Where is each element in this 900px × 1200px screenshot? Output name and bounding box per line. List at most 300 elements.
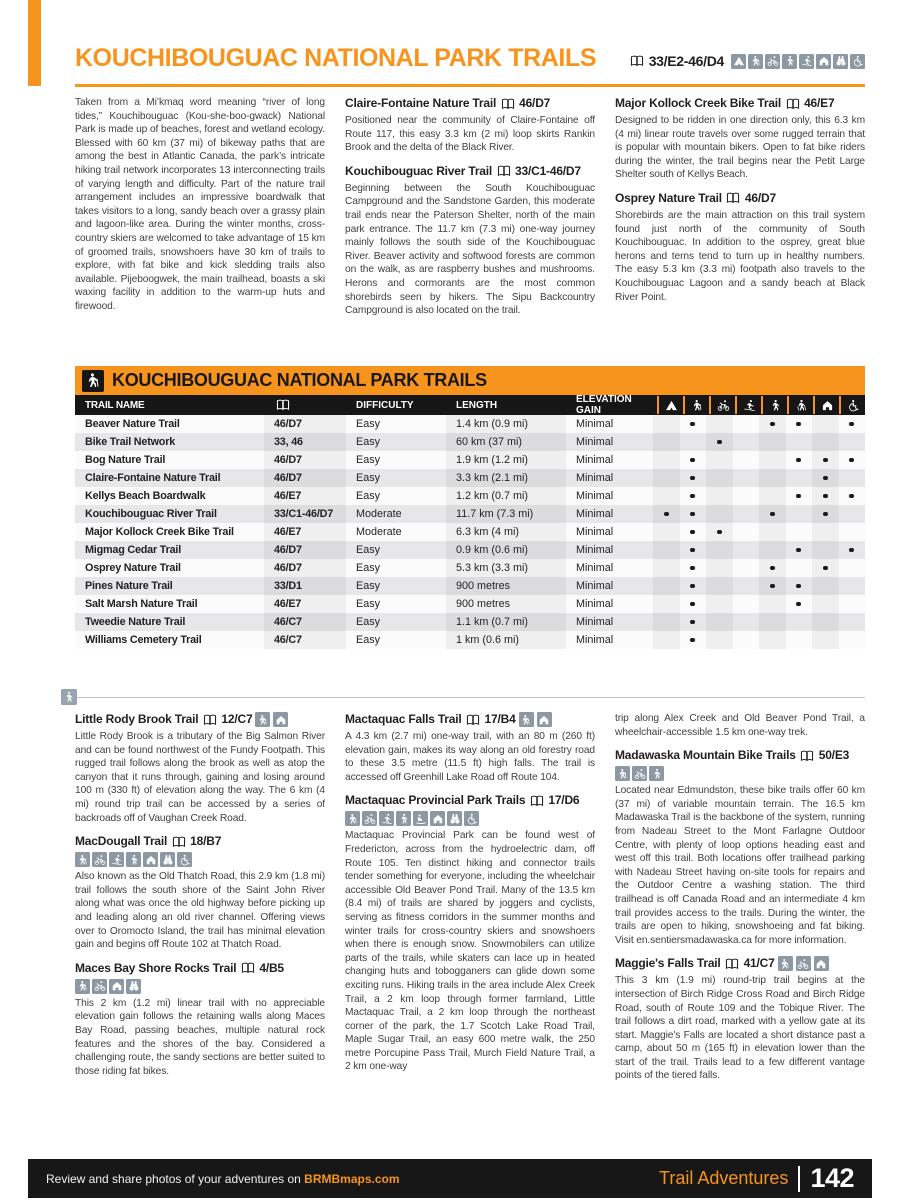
trail-heading — [615, 191, 865, 206]
activity-cell-wheelchair-accessible — [839, 415, 866, 433]
map-ref-cell: 46/C7 — [264, 631, 346, 649]
trail-name-cell: Major Kollock Creek Bike Trail — [85, 526, 234, 538]
activity-cell-hiking — [680, 559, 707, 577]
column-header-trail-name: TRAIL NAME — [85, 399, 145, 411]
trail-heading-text: Kouchibouguac River Trail — [345, 163, 493, 178]
walking-icon — [61, 689, 77, 705]
table-row — [75, 523, 865, 541]
activity-dot — [849, 422, 854, 427]
map-book-icon — [274, 398, 291, 413]
table-row — [75, 415, 865, 433]
activity-cell-walking — [759, 523, 786, 541]
activity-dot — [823, 512, 828, 517]
trail-heading — [75, 834, 325, 849]
map-ref-cell: 33, 46 — [264, 433, 346, 451]
trail-name-cell: Kellys Beach Boardwalk — [85, 490, 206, 502]
trail-heading — [345, 164, 595, 179]
hiking-icon — [615, 766, 630, 781]
activity-dot — [690, 602, 695, 607]
skiing-icon — [735, 396, 761, 414]
trail-heading — [75, 712, 325, 727]
activity-cells — [653, 487, 865, 505]
activity-cell-wheelchair-accessible — [839, 577, 866, 595]
activity-cell-skiing — [733, 469, 760, 487]
activity-cell-snowshoeing — [786, 595, 813, 613]
difficulty-cell: Easy — [356, 418, 381, 430]
activity-dot — [664, 512, 669, 517]
activity-cell-hiking — [680, 541, 707, 559]
activity-cell-walking — [759, 613, 786, 631]
biking-icon — [709, 396, 735, 414]
trail-name-cell: Beaver Nature Trail — [85, 418, 180, 430]
binoculars-icon — [126, 979, 141, 994]
trail-heading-text: Major Kollock Creek Bike Trail — [615, 96, 782, 110]
trail-entry — [75, 712, 325, 825]
trail-map-ref: 46/D7 — [519, 96, 551, 110]
length-cell: 5.3 km (3.3 mi) — [446, 559, 566, 577]
trail-map-ref: 33/C1-46/D7 — [515, 163, 581, 178]
activity-cell-hiking — [680, 631, 707, 649]
header-rule — [75, 84, 865, 87]
walking-icon — [396, 811, 411, 826]
activity-cell-snowshoeing — [786, 541, 813, 559]
chapter-color-tab — [28, 0, 41, 86]
hut-icon — [814, 956, 829, 971]
hut-icon — [430, 811, 445, 826]
wheelchair-accessible-icon — [464, 811, 479, 826]
wheelchair-accessible-icon — [177, 852, 192, 867]
activity-cell-skiing — [733, 523, 760, 541]
trail-description: Beginning between the South Kouchibouguac Campground and the Sandstone Garden, this moderate trail ends near the Paterson Shelter, north of the main park entrance. The 11.7 km (7.3 mi) one-way journey mainly follows the south side of the Kouchibouguac River. Beaver activity and softwood forests are common on the walk, as are raspberry bushes and mushrooms. Herons and cormorants are the most common shorebirds seen by hikers. The Sipu Backcountry Campground is also located on the trail. — [345, 182, 595, 317]
map-book-icon — [724, 956, 741, 971]
table-row — [75, 577, 865, 595]
activity-cell-biking — [706, 613, 733, 631]
activity-cell-walking — [759, 487, 786, 505]
column-header-elevation: ELEVATION GAIN — [576, 394, 632, 416]
activity-dot — [717, 440, 722, 445]
trail-activity-icons — [345, 811, 595, 826]
activity-cells — [653, 595, 865, 613]
elevation-cell: Minimal — [576, 580, 614, 592]
elevation-cell: Minimal — [576, 598, 614, 610]
activity-dot — [796, 422, 801, 427]
activity-cell-walking — [759, 505, 786, 523]
activity-column-icons — [657, 395, 865, 415]
brmbmaps-link[interactable]: BRMBmaps.com — [304, 1171, 400, 1186]
activity-cell-snowshoeing — [786, 505, 813, 523]
activity-cell-wheelchair-accessible — [839, 631, 866, 649]
biking-icon — [362, 811, 377, 826]
activity-dot — [717, 530, 722, 535]
activity-cell-walking — [759, 559, 786, 577]
trail-entry — [345, 712, 595, 784]
activity-cell-hiking — [680, 415, 707, 433]
activity-cell-wheelchair-accessible — [839, 451, 866, 469]
trail-name-cell: Salt Marsh Nature Trail — [85, 598, 198, 610]
hut-icon — [816, 54, 831, 69]
trail-heading-text: Mactaquac Provincial Park Trails — [345, 793, 526, 808]
skiing-icon — [799, 54, 814, 69]
page-footer — [28, 1159, 872, 1198]
activity-cell-walking — [759, 541, 786, 559]
trail-heading — [615, 956, 865, 971]
difficulty-cell: Easy — [356, 580, 381, 592]
activity-cell-camping — [653, 415, 680, 433]
trail-name-cell: Pines Nature Trail — [85, 580, 173, 592]
activity-dot — [770, 512, 775, 517]
trail-heading-text: Little Rody Brook Trail — [75, 712, 199, 726]
activity-cell-biking — [706, 595, 733, 613]
column-header-map — [264, 398, 346, 413]
activity-cell-hiking — [680, 577, 707, 595]
elevation-cell: Minimal — [576, 544, 614, 556]
activity-cell-hut — [812, 451, 839, 469]
activity-cell-wheelchair-accessible — [839, 613, 866, 631]
trail-map-ref: 17/B4 — [484, 712, 516, 726]
activity-dot — [690, 566, 695, 571]
trail-map-ref: 41/C7 — [743, 956, 775, 971]
activity-cells — [653, 451, 865, 469]
activity-cell-snowshoeing — [786, 415, 813, 433]
section-divider — [75, 697, 865, 698]
activity-cell-snowshoeing — [786, 577, 813, 595]
activity-cell-biking — [706, 487, 733, 505]
trail-description: Designed to be ridden in one direction only, this 6.3 km (4 mi) linear route travels over some rugged terrain that is popular with mountain bikers. Open to fat bike riders during the winter, the trail begins near the Petit Large Shelter south of Kellys Beach. — [615, 115, 865, 181]
activity-cell-walking — [759, 577, 786, 595]
activity-cell-walking — [759, 433, 786, 451]
biking-icon — [796, 956, 811, 971]
difficulty-cell: Easy — [356, 598, 381, 610]
hiking-icon — [748, 54, 763, 69]
activity-cell-hut — [812, 415, 839, 433]
activity-cell-hiking — [680, 613, 707, 631]
hiking-icon — [778, 956, 793, 971]
activity-cell-wheelchair-accessible — [839, 469, 866, 487]
elevation-cell: Minimal — [576, 562, 614, 574]
footer-page-group — [659, 1163, 854, 1194]
activity-cell-biking — [706, 631, 733, 649]
activity-cell-biking — [706, 577, 733, 595]
activity-cell-skiing — [733, 487, 760, 505]
table-title-bar — [75, 366, 865, 395]
activity-cell-camping — [653, 613, 680, 631]
activity-cell-snowshoeing — [786, 433, 813, 451]
trail-entry — [75, 834, 325, 952]
map-book-icon — [465, 712, 482, 727]
table-body — [75, 415, 865, 649]
activity-dot — [690, 638, 695, 643]
map-ref-cell: 46/C7 — [264, 613, 346, 631]
activity-dot — [690, 458, 695, 463]
map-ref-cell: 46/E7 — [264, 595, 346, 613]
trail-name-cell: Williams Cemetery Trail — [85, 634, 202, 646]
hiking-icon — [519, 712, 534, 727]
hiking-icon — [255, 712, 270, 727]
map-ref-cell: 46/D7 — [264, 469, 346, 487]
text-column — [345, 712, 595, 1158]
activity-cell-skiing — [733, 451, 760, 469]
activity-dot — [690, 422, 695, 427]
header-map-ref-group — [629, 53, 865, 71]
trail-map-ref: 4/B5 — [259, 960, 284, 975]
map-book-icon — [495, 164, 512, 179]
map-ref-cell: 46/E7 — [264, 523, 346, 541]
activity-cell-camping — [653, 469, 680, 487]
activity-cell-wheelchair-accessible — [839, 505, 866, 523]
hut-icon — [143, 852, 158, 867]
activity-cells — [653, 469, 865, 487]
activity-cell-wheelchair-accessible — [839, 523, 866, 541]
trail-map-ref: 50/E3 — [818, 748, 850, 763]
trail-map-ref: 12/C7 — [221, 712, 253, 726]
activity-cells — [653, 577, 865, 595]
trail-activity-icons — [615, 766, 865, 781]
difficulty-cell: Easy — [356, 436, 381, 448]
activity-cell-hut — [812, 469, 839, 487]
table-row — [75, 505, 865, 523]
activity-dot — [849, 548, 854, 553]
activity-cell-snowshoeing — [786, 523, 813, 541]
activity-cell-skiing — [733, 631, 760, 649]
table-row — [75, 451, 865, 469]
activity-cells — [653, 523, 865, 541]
map-book-icon — [629, 54, 646, 69]
length-cell: 1.1 km (0.7 mi) — [446, 613, 566, 631]
map-book-icon — [528, 793, 545, 808]
trail-entry — [345, 164, 595, 318]
elevation-cell: Minimal — [576, 490, 614, 502]
activity-cell-camping — [653, 505, 680, 523]
activity-cell-hut — [812, 631, 839, 649]
trail-entry — [345, 96, 595, 155]
activity-cell-skiing — [733, 577, 760, 595]
activity-dot — [796, 584, 801, 589]
activity-cell-biking — [706, 415, 733, 433]
footer-section-name: Trail Adventures — [659, 1168, 789, 1188]
trail-entry — [615, 96, 865, 182]
map-ref-cell: 46/D7 — [264, 559, 346, 577]
activity-cell-camping — [653, 451, 680, 469]
footer-promo-text: Review and share photos of your adventures on — [46, 1171, 305, 1186]
activity-dot — [823, 494, 828, 499]
length-cell: 900 metres — [446, 595, 566, 613]
binoculars-icon — [833, 54, 848, 69]
table-title: KOUCHIBOUGUAC NATIONAL PARK TRAILS — [112, 370, 487, 390]
hiking-icon — [82, 370, 104, 392]
map-ref-cell: 46/D7 — [264, 415, 346, 433]
activity-cell-skiing — [733, 433, 760, 451]
length-cell: 3.3 km (2.1 mi) — [446, 469, 566, 487]
activity-cell-skiing — [733, 613, 760, 631]
snowshoeing-icon — [787, 396, 813, 414]
activity-cell-hiking — [680, 595, 707, 613]
activity-dot — [796, 602, 801, 607]
sledding-icon — [413, 811, 428, 826]
map-ref-cell: 46/D7 — [264, 541, 346, 559]
skiing-icon — [379, 811, 394, 826]
activity-cell-snowshoeing — [786, 451, 813, 469]
activity-cell-hut — [812, 559, 839, 577]
trail-heading-text: Osprey Nature Trail — [615, 190, 722, 205]
activity-cell-wheelchair-accessible — [839, 559, 866, 577]
activity-cell-camping — [653, 541, 680, 559]
hut-icon — [537, 712, 552, 727]
trail-description: This 3 km (1.9 mi) round-trip trail begins at the intersection of Birch Ridge Cross Road and Birch Ridge Road, south of Route 109 and the Tobique River. The trail follows a dirt road, marked with a yellow gate at its start. Maggie's Falls are located a short distance past a camp, about 50 m (165 ft) in elevation lower than the start of the trail. Trails lead to a few different vantage points of the tiered falls. — [615, 975, 865, 1082]
table-header-row — [75, 395, 865, 415]
trail-map-ref: 46/D7 — [744, 190, 776, 205]
trail-activity-icons — [75, 979, 325, 994]
activity-cell-biking — [706, 505, 733, 523]
trail-name-cell: Migmag Cedar Trail — [85, 544, 181, 556]
trail-heading-text: Maggie's Falls Trail — [615, 956, 721, 971]
activity-dot — [690, 620, 695, 625]
difficulty-cell: Easy — [356, 616, 381, 628]
trail-description: Shorebirds are the main attraction on this trail system found just north of the community of South Kouchibouguac. In addition to the osprey, great blue herons and terns tend to turn up in healthy numbers. The easy 5.3 km (3.3 mi) footpath also travels to the Kouchibouguac Lagoon and a sandy beach at Black River Point. — [615, 209, 865, 303]
activity-cell-walking — [759, 451, 786, 469]
activity-cell-snowshoeing — [786, 469, 813, 487]
biking-icon — [92, 979, 107, 994]
activity-cell-walking — [759, 631, 786, 649]
activity-cells — [653, 559, 865, 577]
activity-dot — [770, 422, 775, 427]
trail-entry — [345, 793, 595, 1074]
hut-icon — [813, 396, 839, 414]
length-cell: 1.2 km (0.7 mi) — [446, 487, 566, 505]
trail-heading — [75, 961, 325, 976]
page-header — [75, 46, 865, 71]
trail-description: A 4.3 km (2.7 mi) one-way trail, with an 80 m (260 ft) elevation gain, makes its way along an old forestry road to these 3.5 metre (11.5 ft) high falls. The trail is accessed off Greenhill Lake Road off Route 104. — [345, 731, 595, 783]
map-ref-cell: 46/D7 — [264, 451, 346, 469]
map-ref-cell: 33/C1-46/D7 — [264, 505, 346, 523]
activity-cell-biking — [706, 559, 733, 577]
map-book-icon — [799, 748, 816, 763]
activity-cell-hut — [812, 487, 839, 505]
trail-name-cell: Bog Nature Trail — [85, 454, 166, 466]
activity-cell-snowshoeing — [786, 559, 813, 577]
activity-cell-camping — [653, 595, 680, 613]
activity-cell-hiking — [680, 469, 707, 487]
activity-cell-biking — [706, 541, 733, 559]
length-cell: 1.4 km (0.9 mi) — [446, 415, 566, 433]
trail-description: This 2 km (1.2 mi) linear trail with no appreciable elevation gain follows the retaining walls along Maces Bay Road, passing beaches, multiple natural rock features and the shores of the bay. Considered a challenging route, the sandy sections are better suited to those riding fat bikes. — [75, 997, 325, 1077]
elevation-cell: Minimal — [576, 634, 614, 646]
map-ref-cell: 46/E7 — [264, 487, 346, 505]
activity-cell-wheelchair-accessible — [839, 487, 866, 505]
hut-icon — [273, 712, 288, 727]
trail-map-ref: 18/B7 — [190, 834, 222, 849]
trail-entry — [615, 712, 865, 739]
length-cell: 0.9 km (0.6 mi) — [446, 541, 566, 559]
column-header-difficulty: DIFFICULTY — [356, 399, 414, 411]
wheelchair-accessible-icon — [839, 396, 865, 414]
activity-cell-snowshoeing — [786, 613, 813, 631]
table-row — [75, 559, 865, 577]
activity-cell-hut — [812, 523, 839, 541]
length-cell: 900 metres — [446, 577, 566, 595]
activity-cells — [653, 415, 865, 433]
activity-dot — [849, 494, 854, 499]
activity-cell-hut — [812, 505, 839, 523]
skiing-icon — [109, 852, 124, 867]
difficulty-cell: Moderate — [356, 508, 402, 520]
activity-dot — [770, 566, 775, 571]
activity-dot — [823, 476, 828, 481]
activity-dot — [796, 494, 801, 499]
elevation-cell: Minimal — [576, 418, 614, 430]
elevation-cell: Minimal — [576, 508, 614, 520]
trail-map-ref: 17/D6 — [548, 793, 580, 808]
activity-dot — [823, 566, 828, 571]
activity-cell-camping — [653, 559, 680, 577]
trail-description: Little Rody Brook is a tributary of the Big Salmon River and can be found northwest of the Fundy Footpath. This rugged trail follows along the brook as well as atop the canyon that it runs through, gaining and losing around 100 m (330 ft) of elevation along the way. The 6 km (4 mi) round trip trail can be accessed by a series of backroads off of Vaughan Creek Road. — [75, 731, 325, 824]
activity-dot — [796, 458, 801, 463]
trail-description: Also known as the Old Thatch Road, this 2.9 km (1.8 mi) trail follows the south shore of the Saint John River along what was once the old highway before picking up and leading along an old river channel. Offering views over to Oromocto Island, the trail has minimal elevation gain and begins off Route 102 at Thatch Road. — [75, 871, 325, 951]
text-column — [75, 712, 325, 1158]
activity-cell-hiking — [680, 433, 707, 451]
elevation-cell: Minimal — [576, 616, 614, 628]
map-book-icon — [239, 961, 256, 976]
hut-icon — [109, 979, 124, 994]
activity-cell-camping — [653, 433, 680, 451]
activity-dot — [690, 512, 695, 517]
activity-cell-camping — [653, 487, 680, 505]
table-row — [75, 541, 865, 559]
activity-dot — [690, 584, 695, 589]
table-row — [75, 487, 865, 505]
length-cell: 11.7 km (7.3 mi) — [446, 505, 566, 523]
activity-cell-wheelchair-accessible — [839, 433, 866, 451]
difficulty-cell: Easy — [356, 490, 381, 502]
table-row — [75, 433, 865, 451]
header-activity-icons — [731, 54, 865, 69]
wheelchair-accessible-icon — [850, 54, 865, 69]
page-number: 142 — [810, 1163, 854, 1193]
column-header-length: LENGTH — [456, 399, 498, 411]
activity-cell-hut — [812, 577, 839, 595]
activity-dot — [690, 530, 695, 535]
trail-heading — [615, 96, 865, 111]
activity-cell-hiking — [680, 505, 707, 523]
text-column — [615, 712, 865, 1158]
activity-cells — [653, 505, 865, 523]
activity-cell-walking — [759, 595, 786, 613]
difficulty-cell: Easy — [356, 634, 381, 646]
elevation-cell: Minimal — [576, 436, 614, 448]
walking-icon — [782, 54, 797, 69]
footer-divider — [798, 1166, 800, 1192]
activity-cell-walking — [759, 415, 786, 433]
map-book-icon — [499, 96, 516, 111]
activity-cell-snowshoeing — [786, 487, 813, 505]
hiking-icon — [75, 852, 90, 867]
activity-cell-hiking — [680, 451, 707, 469]
elevation-cell: Minimal — [576, 472, 614, 484]
map-book-icon — [725, 191, 742, 206]
trail-description: Taken from a Mi’kmaq word meaning “river of long tides,” Kouchibouguac (Kou-she-boo-gwack) National Park is made up of beaches, forest and wetland ecology. Blessed with 60 km (37 mi) of bikeway paths that are among the best in Atlantic Canada, the park’s intricate hiking trail network incorporates 13 interconnecting trails of varying length and difficulty. Part of the nature trail arrangement includes an impressive boardwalk that takes visitors to a long, sandy beach over a grassy plain and lagoon-like area. During the winter months, cross-country skiers are welcomed to take advantage of 15 km of groomed trails, snowshoers have 30 km of trails to explore, with fat bike and kick sledding trails also available. Pijeboogwek, the main trailhead, boasts a ski waxing facility in addition to the warm-up huts and firewood. — [75, 97, 325, 312]
difficulty-cell: Easy — [356, 544, 381, 556]
trail-heading-text: Mactaquac Falls Trail — [345, 712, 462, 726]
activity-dot — [690, 494, 695, 499]
activity-cell-wheelchair-accessible — [839, 541, 866, 559]
trail-description: Located near Edmundston, these bike trails offer 60 km (37 mi) of variable mountain terrain. The 16.5 km Madawaska Trail is the backbone of the system, running from Nadeau Street to the Mont Farlagne Outdoor Centre, with plenty of loop options heading east and west off this trail. Both locations offer trailhead parking with Nadeau Street having on-site tools for repairs and the Outdoor Centre a washing station. The third trailhead is off Canada Road and an intermediate 4 km trail provides access to the trails. During the winter, the trails are open to hiking, snowshoeing and fat biking. Visit en.sentiersmadawaska.ca for more information. — [615, 785, 865, 946]
walking-icon — [126, 852, 141, 867]
table-row — [75, 631, 865, 649]
text-column — [615, 96, 865, 364]
activity-cell-snowshoeing — [786, 631, 813, 649]
activity-dot — [690, 548, 695, 553]
walking-icon — [649, 766, 664, 781]
hiking-icon — [345, 811, 360, 826]
